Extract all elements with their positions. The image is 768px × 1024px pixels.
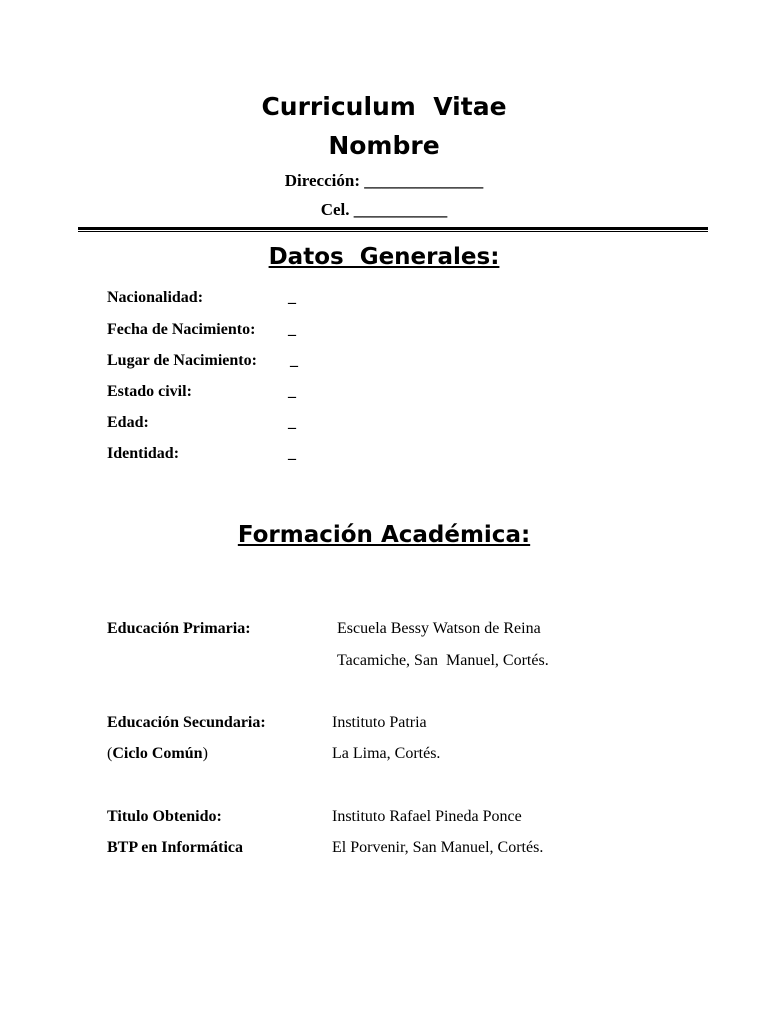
secondary-cycle-label [107,744,208,764]
secondary-school: Instituto Patria [332,714,427,731]
secondary-education-label: Educación Secundaria: [107,714,266,731]
secondary-education-row [0,713,768,733]
field-value: _ [288,321,296,338]
field-row-nationality [0,288,768,308]
primary-education-label: Educación Primaria: [107,620,251,637]
field-value: _ [290,352,298,369]
primary-school: Escuela Bessy Watson de Reina [337,620,541,637]
field-label: Nacionalidad: [107,289,204,306]
paren-close: ) [202,745,208,762]
field-label: Fecha de Nacimiento: [107,321,256,338]
degree-detail-row [0,838,768,858]
secondary-cycle-row [0,744,768,764]
field-row-birth-date [0,320,768,340]
degree-row [0,807,768,827]
degree-title: BTP en Informática [107,839,243,856]
field-value: _ [288,383,296,400]
primary-location-row [0,651,768,671]
field-label: Identidad: [107,445,180,462]
field-label: Edad: [107,414,149,431]
candidate-name: Nombre [328,131,440,160]
primary-education-row [0,619,768,639]
general-data-heading: Datos Generales: [268,244,500,270]
field-row-identity [0,444,768,464]
paren-open: ( [107,745,113,762]
field-value: _ [288,414,296,431]
field-value: _ [288,289,296,306]
address-line: Dirección: ______________ [284,171,484,190]
field-value: _ [288,445,296,462]
header-divider [78,227,708,232]
field-row-age [0,413,768,433]
education-heading: Formación Académica: [237,522,531,548]
document-title: Curriculum Vitae [261,92,507,121]
phone-line: Cel. ___________ [320,200,448,219]
degree-location: El Porvenir, San Manuel, Cortés. [332,839,544,856]
field-label: Estado civil: [107,383,192,400]
degree-label: Titulo Obtenido: [107,808,222,825]
field-row-birth-place [0,351,768,371]
degree-school: Instituto Rafael Pineda Ponce [332,808,522,825]
cycle-text: Ciclo Común [112,745,203,762]
field-row-civil-status [0,382,768,402]
primary-location: Tacamiche, San Manuel, Cortés. [337,652,549,669]
field-label: Lugar de Nacimiento: [107,352,257,369]
secondary-location: La Lima, Cortés. [332,745,441,762]
